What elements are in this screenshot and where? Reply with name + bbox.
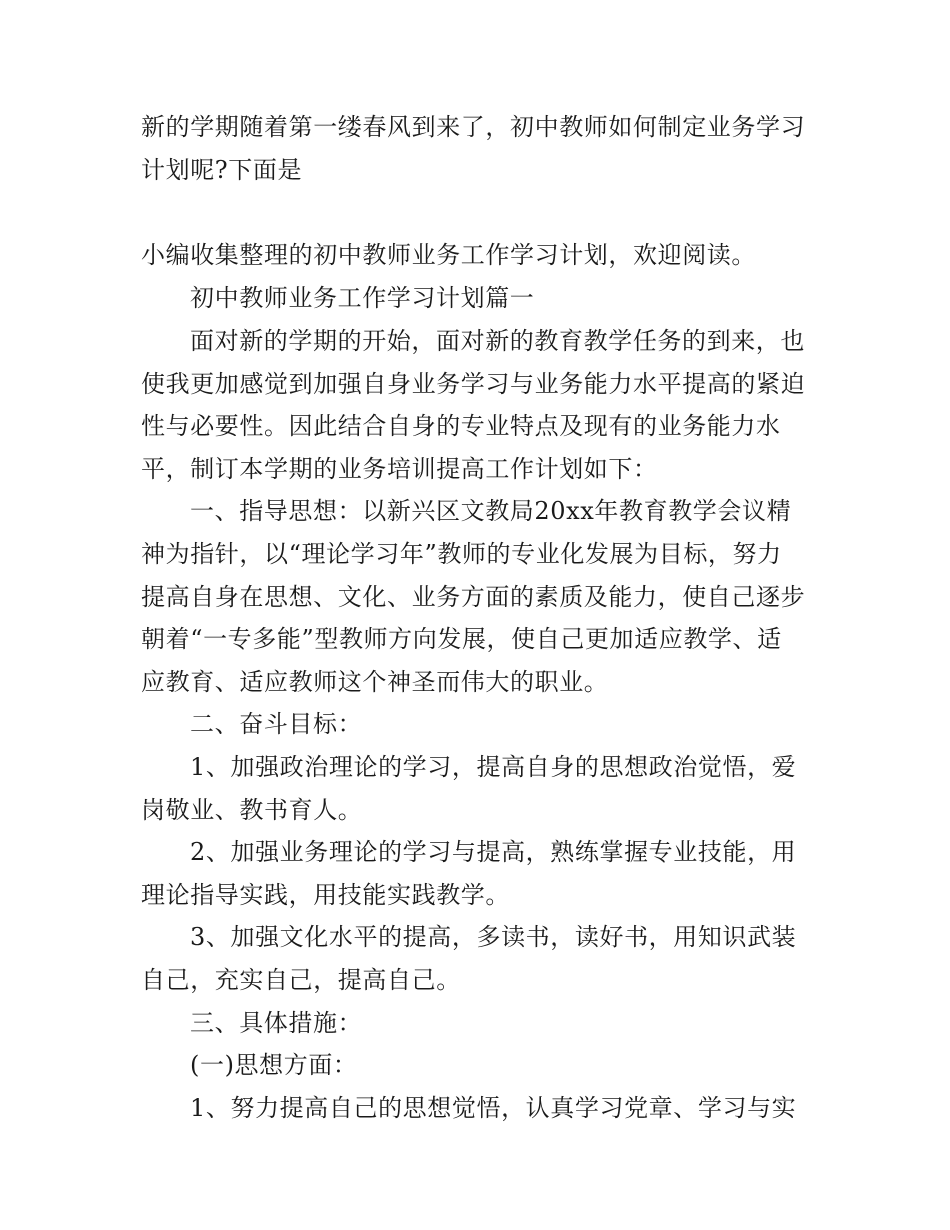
text-line: 使我更加感觉到加强自身业务学习与业务能力水平提高的紧迫 xyxy=(141,370,806,398)
text-line: 平，制订本学期的业务培训提高工作计划如下： xyxy=(141,455,658,483)
text-line: 小编收集整理的初中教师业务工作学习计划，欢迎阅读。 xyxy=(141,241,756,269)
text-line: (一)思想方面： xyxy=(190,1051,358,1079)
text-line: 岗敬业、教书育人。 xyxy=(141,796,363,824)
text-line: 计划呢?下面是 xyxy=(141,156,303,184)
text-line: 2、加强业务理论的学习与提高，熟练掌握专业技能，用 xyxy=(190,838,797,866)
text-line: 理论指导实践，用技能实践教学。 xyxy=(141,881,510,909)
text-line: 1、努力提高自己的思想觉悟，认真学习党章、学习与实 xyxy=(190,1094,797,1122)
text-line: 提高自身在思想、文化、业务方面的素质及能力，使自己逐步 xyxy=(141,583,806,611)
text-line: 神为指针，以“理论学习年”教师的专业化发展为目标，努力 xyxy=(141,540,782,568)
text-line: 性与必要性。因此结合自身的专业特点及现有的业务能力水 xyxy=(141,412,781,440)
text-line: 三、具体措施： xyxy=(190,1009,363,1037)
text-line: 自己，充实自己，提高自己。 xyxy=(141,966,461,994)
text-line: 二、奋斗目标： xyxy=(190,710,363,738)
text-line: 面对新的学期的开始，面对新的教育教学任务的到来，也 xyxy=(190,327,805,355)
text-line: 新的学期随着第一缕春风到来了，初中教师如何制定业务学习 xyxy=(141,113,806,141)
text-line: 应教育、适应教师这个神圣而伟大的职业。 xyxy=(141,668,609,696)
text-line: 一、指导思想：以新兴区文教局20xx年教育教学会议精 xyxy=(190,497,792,525)
text-line: 朝着“一专多能”型教师方向发展，使自己更加适应教学、适 xyxy=(141,625,782,653)
text-line: 3、加强文化水平的提高，多读书，读好书，用知识武装 xyxy=(190,923,797,951)
section-heading: 初中教师业务工作学习计划篇一 xyxy=(190,284,535,312)
text-line: 1、加强政治理论的学习，提高自身的思想政治觉悟，爱 xyxy=(190,753,797,781)
